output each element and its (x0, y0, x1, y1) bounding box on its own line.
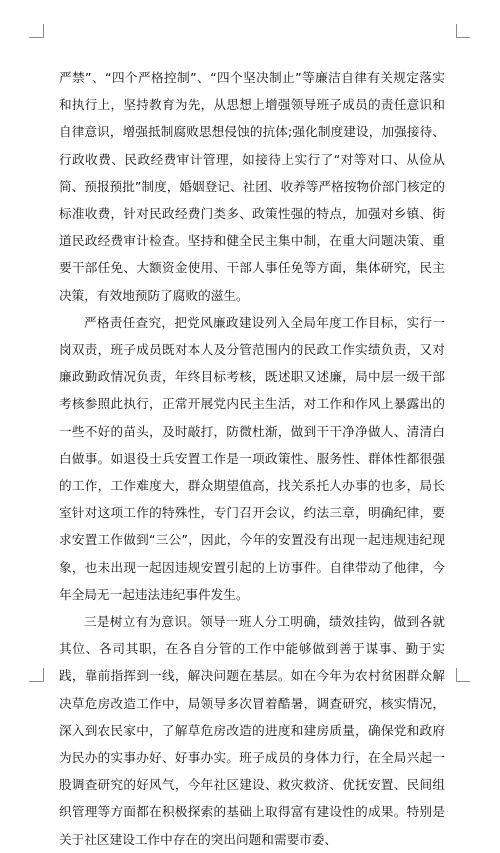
crop-mark-top-left-vertical (43, 24, 44, 38)
body-paragraph: 严禁”、“四个严格控制”、“四个坚决制止”等廉洁自律有关规定落实和执行上，坚持教育为先，从思想上增强领导班子成员的责任意识和自律意识，增强抵制腐败思想侵蚀的抗体;强化制度建设，加强接待、行政收费、民政经费审计管理，如接待上实行了“对等对口、从俭从简、预报预批”制度，婚姻登记、社团、收养等严格按物价部门核定的标准收费，针对民政经费门类多、政策性强的特点，加强对乡镇、街道民政经费审计检查。坚持和健全民主集中制，在重大问题决策、重要干部任免、大额资金使用、干部人事任免等方面，集体研究，民主决策，有效地预防了腐败的滋生。 (59, 70, 445, 303)
body-paragraph: 三是树立有为意识。领导一班人分工明确，绩效挂钩，做到各就其位、各司其职，在各自分管的工作中能够做到善于谋事、勤于实践，靠前指挥到一线，解决问题在基层。如在今年为农村贫困群众解决草危房改造工作中，局领导多次冒着酷暑，调查研究，核实情况，深入到农民家中，了解草危房改造的进度和建房质量，确保党和政府为民办的实事办好、好事办实。班子成员的身体力行，在全局兴起一股调查研究的好风气，今年社区建设、救灾救济、优抚安置、民间组织管理等方面都在积极探索的基础上取得富有建设性的成果。特别是关于社区建设工作中存在的突出问题和需要市委、 (59, 614, 445, 847)
crop-mark-top-right-vertical (456, 24, 457, 38)
crop-mark-top-left-horizontal (29, 37, 43, 38)
body-paragraph: 严格责任查究，把党风廉政建设列入全局年度工作目标，实行一岗双责，班子成员既对本人及分管范围内的民政工作实绩负责，又对廉政勤政情况负责，年终目标考核，既述职又述廉，局中层一级干部考核参照此执行，正常开展党内民主生活，对工作和作风上暴露出的一些不好的苗头，及时敲打，防微杜渐，做到干干净净做人、清清白白做事。如退役士兵安置工作是一项政策性、服务性、群体性都很强的工作，工作难度大，群众期望值高，找关系托人办事的也多，局长室针对这项工作的特殊性，专门召开会议，约法三章，明确纪律，要求安置工作做到“三公”，因此，今年的安置没有出现一起违规违纪现象，也未出现一起因违规安置引起的上访事件。自律带动了他律，今年全局无一起违法违纪事件发生。 (59, 314, 445, 602)
crop-mark-bottom-left-horizontal (29, 681, 43, 682)
crop-mark-bottom-right-vertical (456, 668, 457, 682)
crop-mark-top-right-horizontal (456, 37, 470, 38)
document-body (59, 64, 445, 853)
crop-mark-bottom-right-horizontal (456, 681, 470, 682)
crop-mark-bottom-left-vertical (43, 668, 44, 682)
